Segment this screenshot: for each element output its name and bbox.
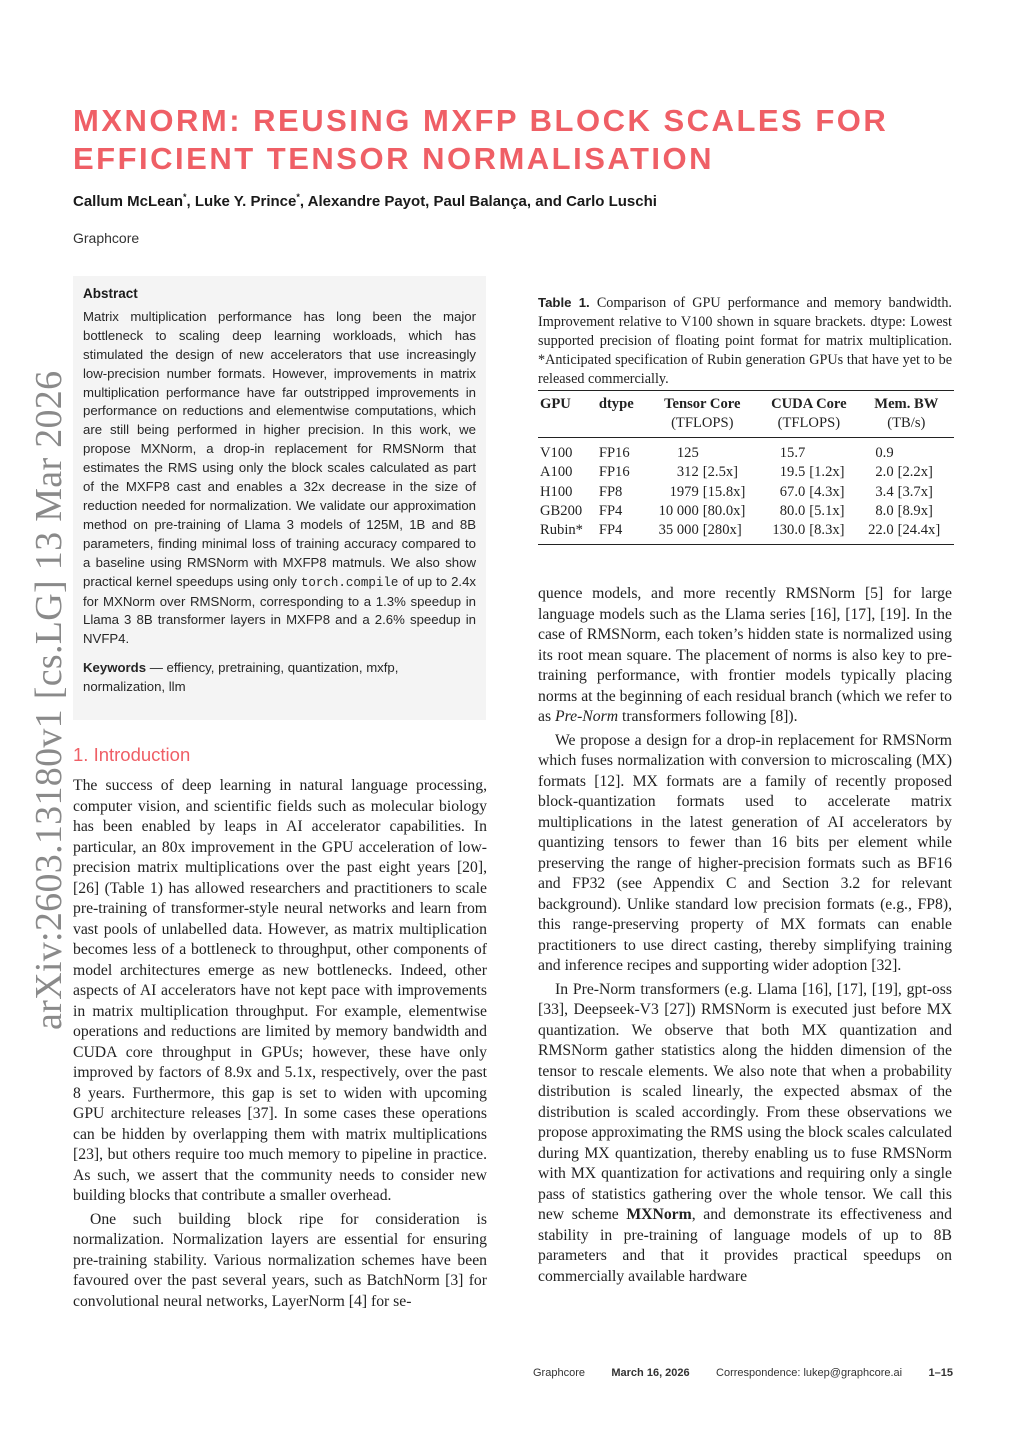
table-cell: [807, 438, 858, 464]
table-cell: GB200: [540, 502, 583, 519]
table-cell: 312: [676, 464, 699, 481]
paragraph: One such building block ripe for consideration is normalization. Normalization layers are essential for ensuring pre-training stability. Various normalization schemes have been favoured over the past several years, such as BatchNorm [3] for convolutional neural networks, LayerNorm [4] for se-: [73, 1210, 487, 1310]
table-cell: A100: [540, 464, 573, 481]
table-cell: 10 000: [658, 502, 699, 519]
paragraph: [538, 584, 952, 728]
table-cell: FP16: [598, 464, 630, 481]
affiliation: Graphcore: [73, 230, 140, 246]
table-cell: 1979: [669, 483, 699, 500]
gpu-comparison-table: [538, 390, 954, 545]
table-header-unit: (TB/s): [859, 414, 954, 438]
title-line-2: EFFICIENT TENSOR NORMALISATION: [73, 141, 715, 176]
abstract-heading: Abstract: [83, 286, 138, 301]
keywords: [83, 659, 476, 697]
paragraph-text: , and demonstrate its effectiveness and stability in pre-training of language models of up to 8B parameters and that it provides practical speedups on commercially available hardware: [538, 1206, 952, 1285]
table-row: [538, 438, 954, 464]
abstract-text-part-1: Matrix multiplication performance has long been the major bottleneck to scaling deep learning workloads, which has stimulated the design of new accelerators that use increasingly low-precision number formats. However, improvements in matrix multiplication performance have far outstripped improvements in performance on reductions and elementwise computations, which are still being performed in higher precision. In this work, we propose MXNorm, a drop-in replacement for RMSNorm that estimates the RMS using only the block scales calculated as part of the MXFP8 cast and enables a 32x decrease in the size of reduction needed for normalization. We validate our approximation method on pre-training of Llama 3 models of 125M, 1B and 8B parameters, finding minimal loss of training accuracy compared to a baseline using RMSNorm with MXFP8 matmuls. We also show practical kernel speedups using only: [83, 308, 476, 589]
table-cell: [701, 438, 759, 464]
emphasis-term: Pre-Norm: [555, 708, 619, 725]
keywords-list: — effiency, pretraining, quantization, mxfp, normalization, llm: [83, 660, 399, 695]
abstract-text-part-2: of up to 2.4x for MXNorm over RMSNorm, corresponding to a 1.3% speedup in Llama 3 8B transformer layers in MXFP8 and a 2.6% speedup in NVFP4.: [83, 573, 476, 647]
table-cell: 3.4: [875, 483, 894, 500]
table-cell: [2.5x]: [702, 464, 739, 481]
paragraph-text: transformers following [8]).: [618, 708, 798, 725]
table-header: Tensor Core: [646, 391, 760, 415]
table-cell: 2.0: [875, 464, 894, 481]
table-header: Mem. BW: [859, 391, 954, 415]
table-cell: 35 000: [646, 521, 701, 545]
left-column-body: [73, 776, 487, 1312]
table-header: GPU: [538, 391, 597, 415]
abstract-text: [83, 308, 476, 649]
table-cell: [1.2x]: [809, 464, 845, 481]
paragraph: The success of deep learning in natural language processing, computer vision, and scientific fields such as molecular biology has been enabled by leaps in AI accelerator capabilities. In particular, an 80x improvement in the GPU acceleration of low-precision matrix multiplications over the past eight years [20], [26] (Table 1) has allowed researchers and practitioners to scale pre-training of transformer-style neural networks and learn from vast pools of unlabelled data. However, as matrix multiplication becomes less of a bottleneck to throughput, other components of model architectures emerge as new bottlenecks. Indeed, other aspects of AI accelerators have not kept pace with improvements in matrix multiplication throughput. For example, elementwise operations and reductions are limited by memory bandwidth and CUDA core throughput in GPUs; however, these have only improved by factors of 8.9x and 5.1x, respectively, over the past 8 years. Furthermore, this gap is set to widen with upcoming GPU architecture releases [37]. In some cases these operations can be hidden by overlapping them with matrix multiplications [23], but others require too much memory to pipeline in practice. As such, we assert that the community needs to consider new building blocks that contribute a smaller overhead.: [73, 777, 487, 1204]
table-cell: V100: [540, 445, 573, 461]
table-cell: [24.4x]: [896, 521, 954, 545]
paragraph: We propose a design for a drop-in replacement for RMSNorm which fuses normalization with conversion to microscaling (MX) formats [12]. MX formats are a family of recently proposed block-quantization formats used to accelerate matrix multiplications in the latest generation of AI accelerators by quantizing tensors to fewer than 16 bits per element while preserving the range of higher-precision formats such as BF16 and FP32 (see Appendix C and Section 3.2 for relevant background). Unlike standard low precision formats (e.g., FP8), this range-preserving property of MX formats can enable practitioners to use direct casting, thereby simplifying training and inference recipes and supporting wider adoption [32].: [538, 731, 952, 974]
table-cell: FP4: [597, 521, 646, 545]
table-cell: 8.0: [875, 502, 894, 519]
author-1: Callum McLean: [73, 193, 184, 210]
title-block: [73, 102, 953, 246]
table-cell: 80.0: [779, 502, 806, 519]
table-header: CUDA Core: [759, 391, 859, 415]
keywords-label: Keywords: [83, 660, 147, 676]
table-cell: FP16: [598, 445, 630, 461]
table-cell: [80.0x]: [702, 502, 746, 519]
footer-correspondence: Correspondence: lukep@graphcore.ai: [716, 1367, 903, 1379]
inline-code: torch.compile: [300, 575, 399, 590]
bold-term: MXNorm: [626, 1206, 692, 1223]
table-cell: [3.7x]: [897, 483, 933, 500]
table-caption-label: Table 1.: [538, 295, 590, 310]
table-cell: 15.7: [779, 445, 806, 461]
footer-page-range: 1–15: [928, 1367, 953, 1379]
table-cell: [8.9x]: [897, 502, 933, 519]
table-row: [538, 502, 954, 521]
paragraph: [538, 980, 952, 1288]
paragraph-text: quence models, and more recently RMSNorm [5] for large language models such as the Llama series [16], [17], [19]. In the case of RMSNorm, each token’s hidden state is normalized using its root mean square. The placement of norms is also key to pre-training performance, with frontier models typically placing norms at the beginning of each residual branch (which we refer to as: [538, 585, 952, 725]
table-cell: [896, 438, 954, 464]
table-cell: [8.3x]: [807, 521, 858, 545]
table-cell: FP4: [598, 502, 623, 519]
table-cell: [15.8x]: [702, 483, 746, 500]
author-list: Callum McLean*, Luke Y. Prince*, Alexandre Payot, Paul Balança, and Carlo Luschi: [73, 192, 657, 210]
table-cell: Rubin*: [538, 521, 597, 545]
table-header-unit: (TFLOPS): [646, 414, 760, 438]
table-cell: 19.5: [779, 464, 806, 481]
table-cell: 22.0: [859, 521, 896, 545]
table-cell: [4.3x]: [809, 483, 845, 500]
footer-org: Graphcore: [533, 1367, 585, 1379]
title-line-1: MXNORM: REUSING MXFP BLOCK SCALES FOR: [73, 103, 889, 138]
equal-contribution-mark: *: [296, 192, 300, 202]
table-row: [538, 463, 954, 482]
table-cell: 130.0: [759, 521, 807, 545]
table-cell: 67.0: [779, 483, 806, 500]
table-header: dtype: [597, 391, 646, 415]
table-cell: [280x]: [701, 521, 759, 545]
abstract-box: [73, 276, 486, 720]
arxiv-identifier-stamp: arXiv:2603.13180v1 [cs.LG] 13 Mar 2026: [28, 370, 70, 1030]
page-footer: [533, 1367, 953, 1379]
table-cell: FP8: [598, 483, 623, 500]
table-caption-text: Comparison of GPU performance and memory bandwidth. Improvement relative to V100 shown in square brackets. dtype: Lowest supported precision of floating point format for matrix multiplication. *Anticipated specification of Rubin generation GPUs that have yet to be released commercially.: [538, 295, 952, 387]
author-rest: , Alexandre Payot, Paul Balança, and Carlo Luschi: [299, 193, 657, 210]
table-cell: [5.1x]: [809, 502, 845, 519]
paragraph-text: In Pre-Norm transformers (e.g. Llama [16], [17], [19], gpt-oss [33], Deepseek-V3 [27]) RMSNorm is executed just before MX quantization. We observe that both MX quantization and RMSNorm gather statistics along the hidden dimension of the tensor to rescale elements. We also note that when a probability distribution is scaled linearly, the expected absmax of the distribution is scaled accordingly. From these observations we propose approximating the RMS using the block scales calculated during MX quantization, thereby enabling us to fuse RMSNorm with MX quantization for activations and requiring only a single pass of statistics gathering over the whole tensor. We call this new scheme: [538, 980, 952, 1223]
table-row: [538, 521, 954, 545]
author-2: Luke Y. Prince: [194, 193, 297, 210]
paper-title: [73, 102, 953, 178]
table-row: [538, 483, 954, 502]
table-cell: 125: [676, 445, 699, 461]
table-cell: H100: [540, 483, 573, 500]
table-cell: [2.2x]: [897, 464, 933, 481]
right-column-body: [538, 584, 952, 1287]
section-heading-introduction: 1. Introduction: [73, 744, 191, 765]
footer-date: March 16, 2026: [611, 1367, 690, 1379]
table-header-unit: (TFLOPS): [759, 414, 859, 438]
table-caption: [538, 293, 952, 389]
equal-contribution-mark: *: [183, 192, 187, 202]
table-cell: 0.9: [875, 445, 894, 461]
